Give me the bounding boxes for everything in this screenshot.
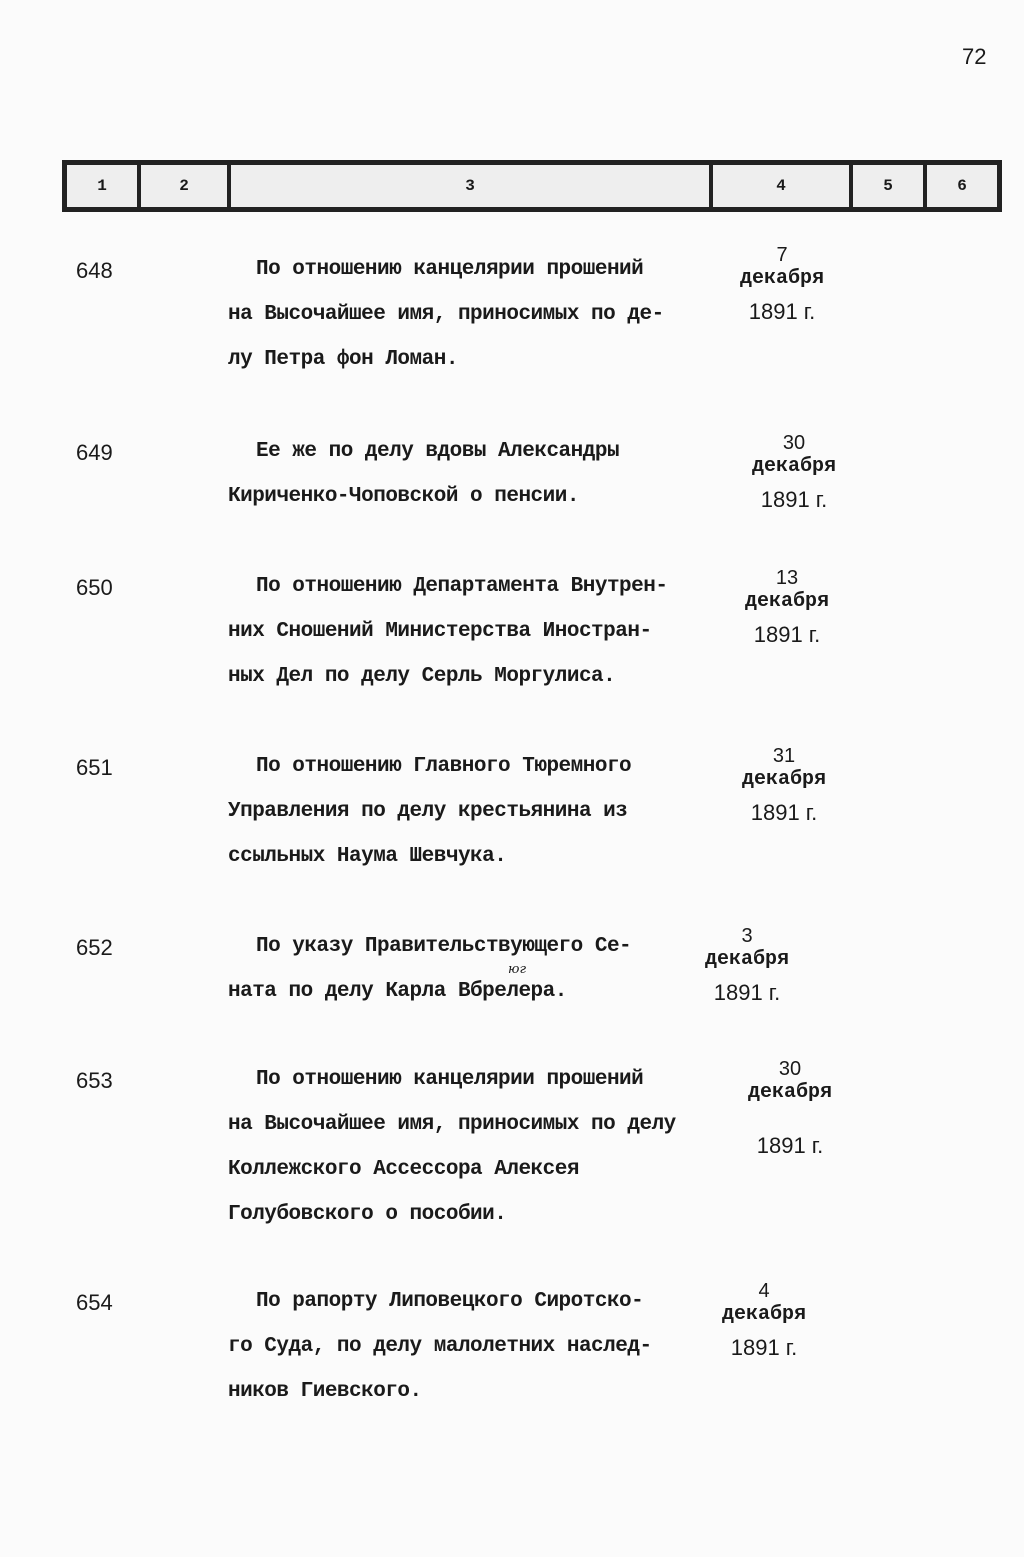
entry-line: По рапорту Липовецкого Сиротско-: [256, 1290, 644, 1313]
entry-line: Коллежского Ассессора Алексея: [228, 1158, 579, 1181]
entry-date: [752, 432, 836, 511]
entry-number: 653: [76, 1068, 113, 1093]
date-day: 3: [741, 925, 753, 947]
entry-number: 652: [76, 935, 113, 960]
entry-date: [745, 567, 829, 646]
date-year: 1891 г.: [713, 980, 781, 1005]
entry-text: [228, 755, 698, 890]
date-day: 30: [782, 432, 806, 454]
entry-line: на Высочайшее имя, приносимых по делу: [228, 1113, 676, 1136]
entry-line: ната по делу Карла Вбрелера.: [228, 980, 567, 1003]
entry-line: По указу Правительствующего Се-: [256, 935, 632, 958]
column-header: 3: [231, 165, 713, 207]
date-day: 4: [758, 1280, 770, 1302]
entry-line: По отношению Департамента Внутрен-: [256, 575, 668, 598]
column-header: 1: [67, 165, 141, 207]
date-day: 7: [776, 244, 788, 266]
entry-line: Ее же по делу вдовы Александры: [256, 440, 620, 463]
entry-line: Управления по делу крестьянина из: [228, 800, 628, 823]
entry-line: лу Петра фон Ломан.: [228, 348, 458, 371]
column-header: 4: [713, 165, 853, 207]
entry-date: [705, 925, 789, 1004]
date-year: 1891 г.: [760, 487, 828, 512]
entry-line: ников Гиевского.: [228, 1380, 422, 1403]
entry-text: [228, 1290, 698, 1425]
column-header: 6: [957, 177, 967, 195]
entry-date: [722, 1280, 806, 1359]
entry-line: Голубовского о пособии.: [228, 1203, 507, 1226]
date-year: 1891 г.: [750, 800, 818, 825]
page-number: 72: [962, 44, 987, 69]
entry-line: По отношению канцелярии прошений: [256, 258, 644, 281]
entry-line: на Высочайшее имя, приносимых по де-: [228, 303, 664, 326]
column-header-bar: [62, 160, 1002, 212]
entry-line: По отношению канцелярии прошений: [256, 1068, 644, 1091]
column-header: 2: [141, 165, 231, 207]
date-month: декабря: [745, 590, 830, 613]
entry-number: 648: [76, 258, 113, 283]
date-year: 1891 г.: [753, 622, 821, 647]
entry-line: го Суда, по делу малолетних наслед-: [228, 1335, 652, 1358]
entry-number: 649: [76, 440, 113, 465]
entry-line: ссыльных Наума Шевчука.: [228, 845, 507, 868]
date-month: декабря: [748, 1081, 833, 1104]
entry-line: По отношению Главного Тюремного: [256, 755, 632, 778]
entry-text: [228, 935, 698, 1025]
entry-line: них Сношений Министерства Иностран-: [228, 620, 652, 643]
date-month: декабря: [742, 768, 827, 791]
date-month: декабря: [740, 267, 825, 290]
date-day: 31: [772, 745, 796, 767]
entry-date: [742, 745, 826, 824]
entry-text: [228, 575, 698, 710]
entry-date: [740, 244, 824, 323]
entry-text: [228, 258, 698, 393]
entry-line: ных Дел по делу Серль Моргулиса.: [228, 665, 616, 688]
date-month: декабря: [722, 1303, 807, 1326]
entry-text: [228, 440, 698, 530]
entry-text: [228, 1068, 698, 1248]
date-day: 13: [775, 567, 799, 589]
entry-number: 650: [76, 575, 113, 600]
date-year: 1891 г.: [730, 1335, 798, 1360]
date-year: 1891 г.: [748, 299, 816, 324]
date-month: декабря: [705, 948, 790, 971]
date-year: 1891 г.: [756, 1133, 824, 1158]
entry-date: [748, 1058, 832, 1157]
column-header: 5: [853, 165, 927, 207]
entry-number: 654: [76, 1290, 113, 1315]
date-month: декабря: [752, 455, 837, 478]
handwritten-note: юг: [508, 962, 527, 977]
date-day: 30: [778, 1058, 802, 1080]
entry-number: 651: [76, 755, 113, 780]
entry-line: Кириченко-Чоповской о пенсии.: [228, 485, 579, 508]
